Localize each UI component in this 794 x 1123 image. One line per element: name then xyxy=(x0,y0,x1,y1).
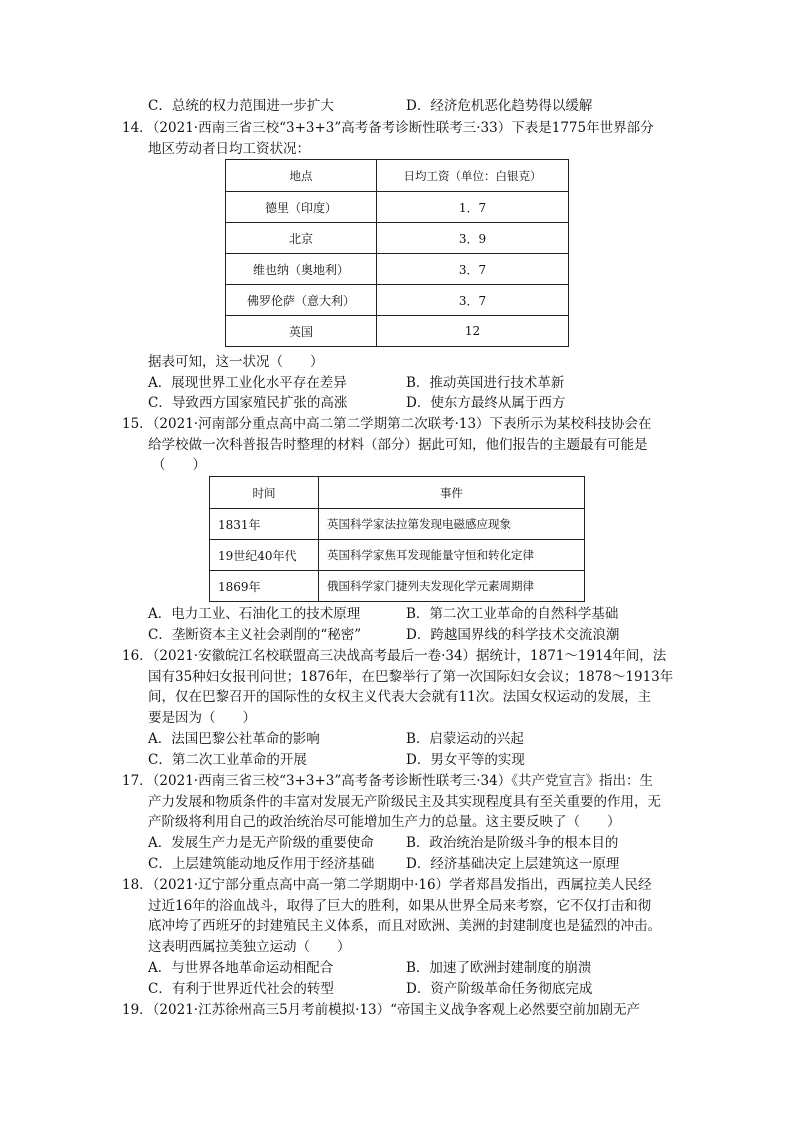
q15-option-d: D．跨越国界线的科学技术交流浪潮 xyxy=(406,627,620,643)
q14-wage-table xyxy=(225,159,569,347)
table-cell: 1869年 xyxy=(210,571,319,602)
q14-option-b: B．推动英国进行技术革新 xyxy=(406,375,565,391)
table-cell: 英国科学家焦耳发现能量守恒和转化定律 xyxy=(319,540,585,571)
q15-header-time: 时间 xyxy=(210,477,319,509)
q17-option-d: D．经济基础决定上层建筑这一原理 xyxy=(406,856,620,872)
q16-stem-line4: 要是因为（ ） xyxy=(148,710,256,726)
q18-stem-line2: 过近16年的浴血战斗，取得了巨大的胜利，如果从世界全局来考察，它不仅打击和彻 xyxy=(148,898,652,914)
table-cell: 俄国科学家门捷列夫发现化学元素周期律 xyxy=(319,571,585,602)
q19-stem-line1: 19．（2021·江苏徐州高三5月考前模拟·13）“帝国主义战争客观上必然要空前加剧无产 xyxy=(122,1002,641,1018)
q14-prompt: 据表可知，这一状况（ ） xyxy=(148,354,324,370)
table-cell: 3．7 xyxy=(377,254,569,285)
q16-option-a: A．法国巴黎公社革命的影响 xyxy=(148,731,320,747)
q18-option-a: A．与世界各地革命运动相配合 xyxy=(148,960,334,976)
q16-stem-line1: 16．（2021·安徽皖江名校联盟高三决战高考最后一卷·34）据统计，1871～1914年间，法 xyxy=(122,648,667,664)
q14-header-location: 地点 xyxy=(226,160,377,192)
q15-option-c: C．垄断资本主义社会剥削的“秘密” xyxy=(148,627,362,643)
q15-option-a: A．电力工业、石油化工的技术原理 xyxy=(148,606,361,622)
q16-option-c: C．第二次工业革命的开展 xyxy=(148,752,307,768)
table-cell: 英国 xyxy=(226,316,377,347)
q14-stem-line2: 地区劳动者日均工资状况： xyxy=(148,141,310,157)
q14-header-wage: 日均工资（单位：白银克） xyxy=(377,160,569,192)
q17-option-b: B．政治统治是阶级斗争的根本目的 xyxy=(406,835,619,851)
q16-stem-line3: 间，仅在巴黎召开的国际性的女权主义代表大会就有11次。法国女权运动的发展，主 xyxy=(148,689,652,705)
q15-stem-line2: 给学校做一次科普报告时整理的材料（部分）据此可知，他们报告的主题最有可能是 xyxy=(148,437,648,453)
q14-option-c: C．导致西方国家殖民扩张的高涨 xyxy=(148,395,348,411)
q18-stem-line3: 底冲垮了西班牙的封建殖民主义体系，而且对欧洲、美洲的封建制度也是猛烈的冲击。 xyxy=(148,918,661,934)
table-cell: 北京 xyxy=(226,223,377,254)
q16-stem-line2: 国有35种妇女报刊问世；1876年，在巴黎举行了第一次国际妇女会议；1878～1913年 xyxy=(148,669,674,685)
table-cell: 1．7 xyxy=(377,192,569,223)
q15-header-event: 事件 xyxy=(319,477,585,509)
q13-option-d: D．经济危机恶化趋势得以缓解 xyxy=(406,98,593,114)
q15-stem-line1: 15．（2021·河南部分重点高中高二第二学期第二次联考·13）下表所示为某校科技协会在 xyxy=(122,416,652,432)
q17-stem-line3: 产阶级将利用自己的政治统治尽可能增加生产力的总量。这主要反映了（ ） xyxy=(148,814,621,830)
table-cell: 19世纪40年代 xyxy=(210,540,319,571)
q15-option-b: B．第二次工业革命的自然科学基础 xyxy=(406,606,619,622)
table-cell: 3．7 xyxy=(377,285,569,316)
q15-event-table xyxy=(209,476,585,602)
table-cell: 3．9 xyxy=(377,223,569,254)
q17-option-a: A．发展生产力是无产阶级的重要使命 xyxy=(148,835,374,851)
q17-stem-line1: 17．（2021·西南三省三校“3+3+3”高考备考诊断性联考三·34）《共产党宣言》指出：生 xyxy=(122,773,653,789)
q16-option-b: B．启蒙运动的兴起 xyxy=(406,731,524,747)
table-cell: 佛罗伦萨（意大利） xyxy=(226,285,377,316)
q17-stem-line2: 产力发展和物质条件的丰富对发展无产阶级民主及其实现程度具有至关重要的作用，无 xyxy=(148,794,661,810)
q14-stem-line1: 14．（2021·西南三省三校“3+3+3”高考备考诊断性联考三·33）下表是1775年世界部分 xyxy=(122,120,654,136)
q16-option-d: D．男女平等的实现 xyxy=(406,752,525,768)
table-cell: 德里（印度） xyxy=(226,192,377,223)
q17-option-c: C．上层建筑能动地反作用于经济基础 xyxy=(148,856,375,872)
q14-option-d: D．使东方最终从属于西方 xyxy=(406,395,566,411)
table-cell: 12 xyxy=(377,316,569,347)
q18-stem-line1: 18．（2021·辽宁部分重点高中高一第二学期期中·16）学者郑昌发指出，西属拉美人民经 xyxy=(122,877,652,893)
q13-option-c: C．总统的权力范围进一步扩大 xyxy=(148,98,334,114)
q18-option-d: D．资产阶级革命任务彻底完成 xyxy=(406,981,593,997)
table-cell: 英国科学家法拉第发现电磁感应现象 xyxy=(319,509,585,540)
q15-stem-line3: （ ） xyxy=(152,457,206,473)
q18-option-c: C．有利于世界近代社会的转型 xyxy=(148,981,334,997)
q18-stem-line4: 这表明西属拉美独立运动（ ） xyxy=(148,939,351,955)
table-cell: 维也纳（奥地利） xyxy=(226,254,377,285)
table-cell: 1831年 xyxy=(210,509,319,540)
q14-option-a: A．展现世界工业化水平存在差异 xyxy=(148,375,347,391)
q18-option-b: B．加速了欧洲封建制度的崩溃 xyxy=(406,960,592,976)
